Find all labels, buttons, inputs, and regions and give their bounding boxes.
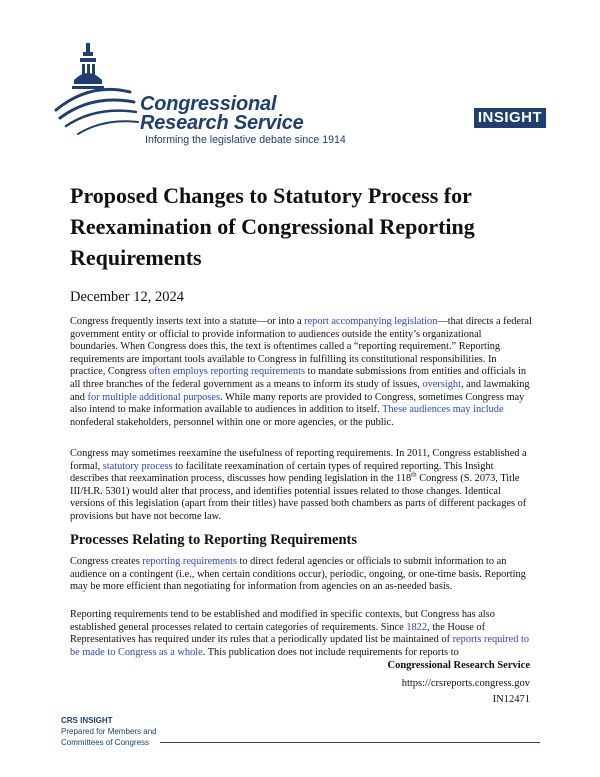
org-name-line1: Congressional — [140, 93, 277, 115]
inline-link[interactable]: 1822 — [406, 621, 428, 633]
inline-link[interactable]: reporting requirements — [142, 556, 237, 567]
paragraph-general-processes — [70, 609, 532, 659]
superscript: th — [411, 470, 417, 479]
text-run: Congress frequently inserts text into a statute—or into a — [70, 316, 305, 327]
paragraph-intro — [70, 316, 532, 429]
footer-prepared-line1: Prepared for Members and — [61, 727, 157, 736]
report-code: IN12471 — [492, 694, 530, 705]
insight-badge: INSIGHT — [474, 108, 546, 128]
text-run: . This publication does not include requirements for reports to — [202, 646, 459, 658]
footer-org: Congressional Research Service — [387, 660, 530, 671]
text-run: —that directs a federal government entity or official to provide information to audiences outside the entity’s organizational boundaries. When Congress does this, the text is oftentimes called a “reporting requirement.” Reporting requirements are important tools available to Congress in fulfilling its constitutional responsibilities. In practice, Congress — [70, 316, 532, 378]
text-run: to mandate submissions from entities and officials in all three branches of the federal government as a means to inform its study of issues, — [70, 366, 527, 390]
document-title: Proposed Changes to Statutory Process for Reexamination of Congressional Reporting Requirements — [70, 183, 475, 270]
inline-link[interactable]: These audiences may include — [382, 404, 504, 416]
text-run: . While many reports are provided to Congress, sometimes Congress may also intend to make information available to audiences in addition to itself. — [70, 391, 525, 416]
inline-link[interactable]: often employs reporting requirements — [149, 366, 305, 378]
footer-prepared-line2: Committees of Congress — [61, 738, 150, 747]
section-heading: Processes Relating to Reporting Requirements — [70, 532, 358, 548]
paragraph-reexamination — [70, 448, 532, 524]
footer-url[interactable]: https://crsreports.congress.gov — [401, 678, 530, 689]
text-run: Congress (S. 2073, Title III/H.R. 5301) would alter that process, and identifies potential issues related to those changes. Identical versions of this legislation (apart from their titles) have passed both chambers as parts of different packages of provisions but have not become law. — [70, 473, 527, 522]
text-run: to facilitate reexamination of certain types of required reporting. This Insight describes that reexamination process, discusses how pending legislation in the 118 — [70, 460, 494, 485]
inline-link[interactable]: report accompanying legislation — [304, 316, 438, 327]
footer-rule — [160, 742, 540, 743]
inline-link[interactable]: statutory process — [102, 460, 173, 472]
paragraph-creation — [70, 556, 532, 594]
publication-date: December 12, 2024 — [70, 289, 184, 305]
text-run: , the House of Representatives has required under its rules that a periodically updated list be maintained of — [70, 621, 486, 646]
text-run: to direct federal agencies or officials to submit information to an audience on a contingent (i.e., when certain conditions occur), periodic, ongoing, or one-time basis. Reporting may be more efficient than negotiating for information from agencies on an as-needed basis. — [70, 556, 526, 593]
inline-link[interactable]: oversight — [422, 378, 461, 390]
text-run: , and lawmaking and — [70, 378, 530, 403]
text-run: Congress creates — [70, 556, 143, 567]
text-run: nonfederal stakeholders, personnel within one or more agencies, or the public. — [70, 416, 394, 428]
text-run: Congress may sometimes reexamine the usefulness of reporting requirements. In 2011, Congress established a formal, — [70, 448, 527, 472]
inline-link[interactable]: reports required to be made to Congress as a whole — [70, 634, 530, 658]
text-run: Reporting requirements tend to be established and modified in specific contexts, but Congress has also established general processes related to certain categories of requirements. Since — [70, 609, 495, 633]
crs-capitol-logo — [50, 40, 140, 140]
inline-link[interactable]: for multiple additional purposes — [87, 391, 220, 403]
org-name-line2: Research Service — [140, 112, 304, 134]
org-tagline: Informing the legislative debate since 1914 — [145, 134, 346, 146]
footer-brand: CRS INSIGHT — [61, 716, 113, 725]
